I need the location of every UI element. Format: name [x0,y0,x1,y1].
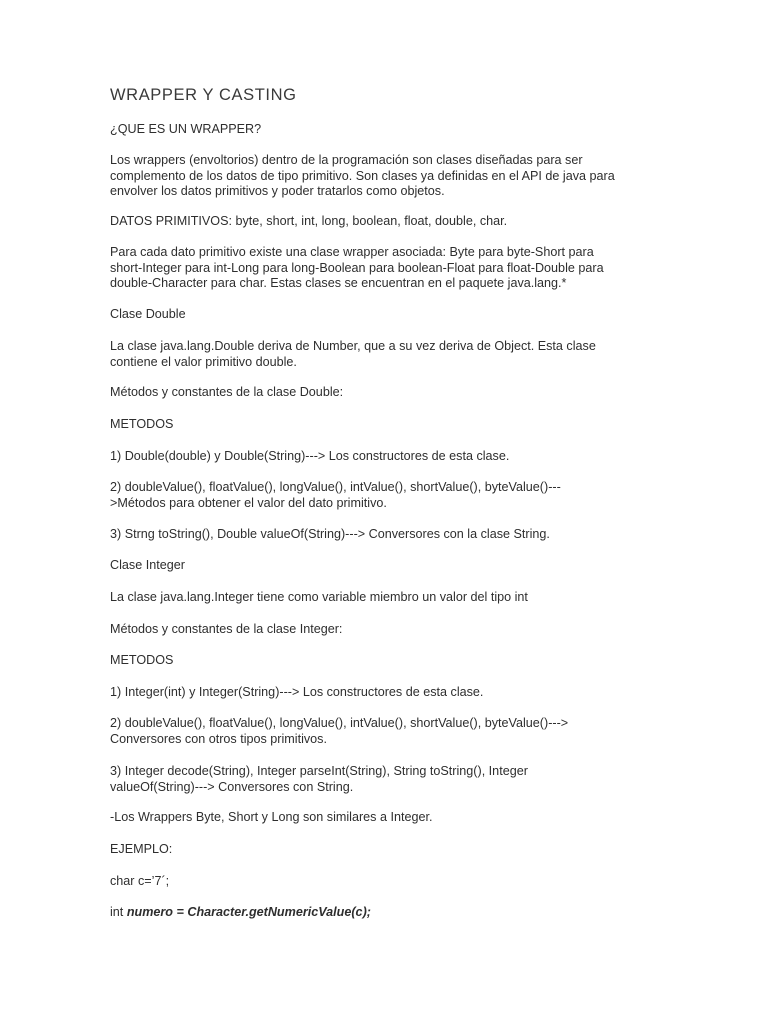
paragraph-double-constructores: 1) Double(double) y Double(String)---> Los constructores de esta clase. [110,449,510,463]
code-char-declaration: char c=’7´; [110,874,170,888]
paragraph-double-conversores: 3) Strng toString(), Double valueOf(String)---> Conversores con la clase String. [110,527,550,541]
paragraph-integer-constructores: 1) Integer(int) y Integer(String)---> Los constructores de esta clase. [110,685,484,699]
paragraph-otros-wrappers: -Los Wrappers Byte, Short y Long son similares a Integer. [110,810,433,824]
code-numero-expression: numero = Character.getNumericValue(c); [126,905,371,919]
paragraph-metodos-integer: Métodos y constantes de la clase Integer: [110,622,343,636]
paragraph-double-metodos-valor: 2) doubleValue(), floatValue(), longValue(), intValue(), shortValue(), byteValue()--- >Métodos para obtener el valor del dato primitivo. [110,480,561,510]
heading-clase-double: Clase Double [110,307,186,321]
paragraph-integer-conversores-primitivos: 2) doubleValue(), floatValue(), longValue(), intValue(), shortValue(), byteValue()---> Conversores con otros tipos primitivos. [110,716,569,746]
paragraph-datos-primitivos: DATOS PRIMITIVOS: byte, short, int, long, boolean, float, double, char. [110,214,508,228]
heading-metodos-integer: METODOS [110,653,174,667]
code-int-numero [110,905,371,921]
paragraph-clase-integer-desc: La clase java.lang.Integer tiene como variable miembro un valor del tipo int [110,590,528,604]
paragraph-integer-conversores-string: 3) Integer decode(String), Integer parseInt(String), String toString(), Integer valueOf(String)---> Conversores con String. [110,764,528,794]
heading-clase-integer: Clase Integer [110,558,185,572]
heading-ejemplo: EJEMPLO: [110,842,173,856]
document-title: WRAPPER Y CASTING [110,86,297,104]
heading-metodos-double: METODOS [110,417,174,431]
paragraph-clases-wrapper: Para cada dato primitivo existe una clase wrapper asociada: Byte para byte-Short para short-Integer para int-Long para long-Boolean para boolean-Float para float-Double para double-Character para char. Estas clases se encuentran en el paquete java.lang.* [110,245,604,291]
paragraph-metodos-double: Métodos y constantes de la clase Double: [110,385,344,399]
heading-que-es-un-wrapper: ¿QUE ES UN WRAPPER? [110,122,262,136]
paragraph-wrappers-intro: Los wrappers (envoltorios) dentro de la programación son clases diseñadas para ser complemento de los datos de tipo primitivo. Son clases ya definidas en el API de java para envolver los datos primitivos y poder tratarlos como objetos. [110,153,615,199]
paragraph-clase-double-desc: La clase java.lang.Double deriva de Number, que a su vez deriva de Object. Esta clase contiene el valor primitivo double. [110,339,596,369]
code-int-prefix: int [110,905,127,919]
